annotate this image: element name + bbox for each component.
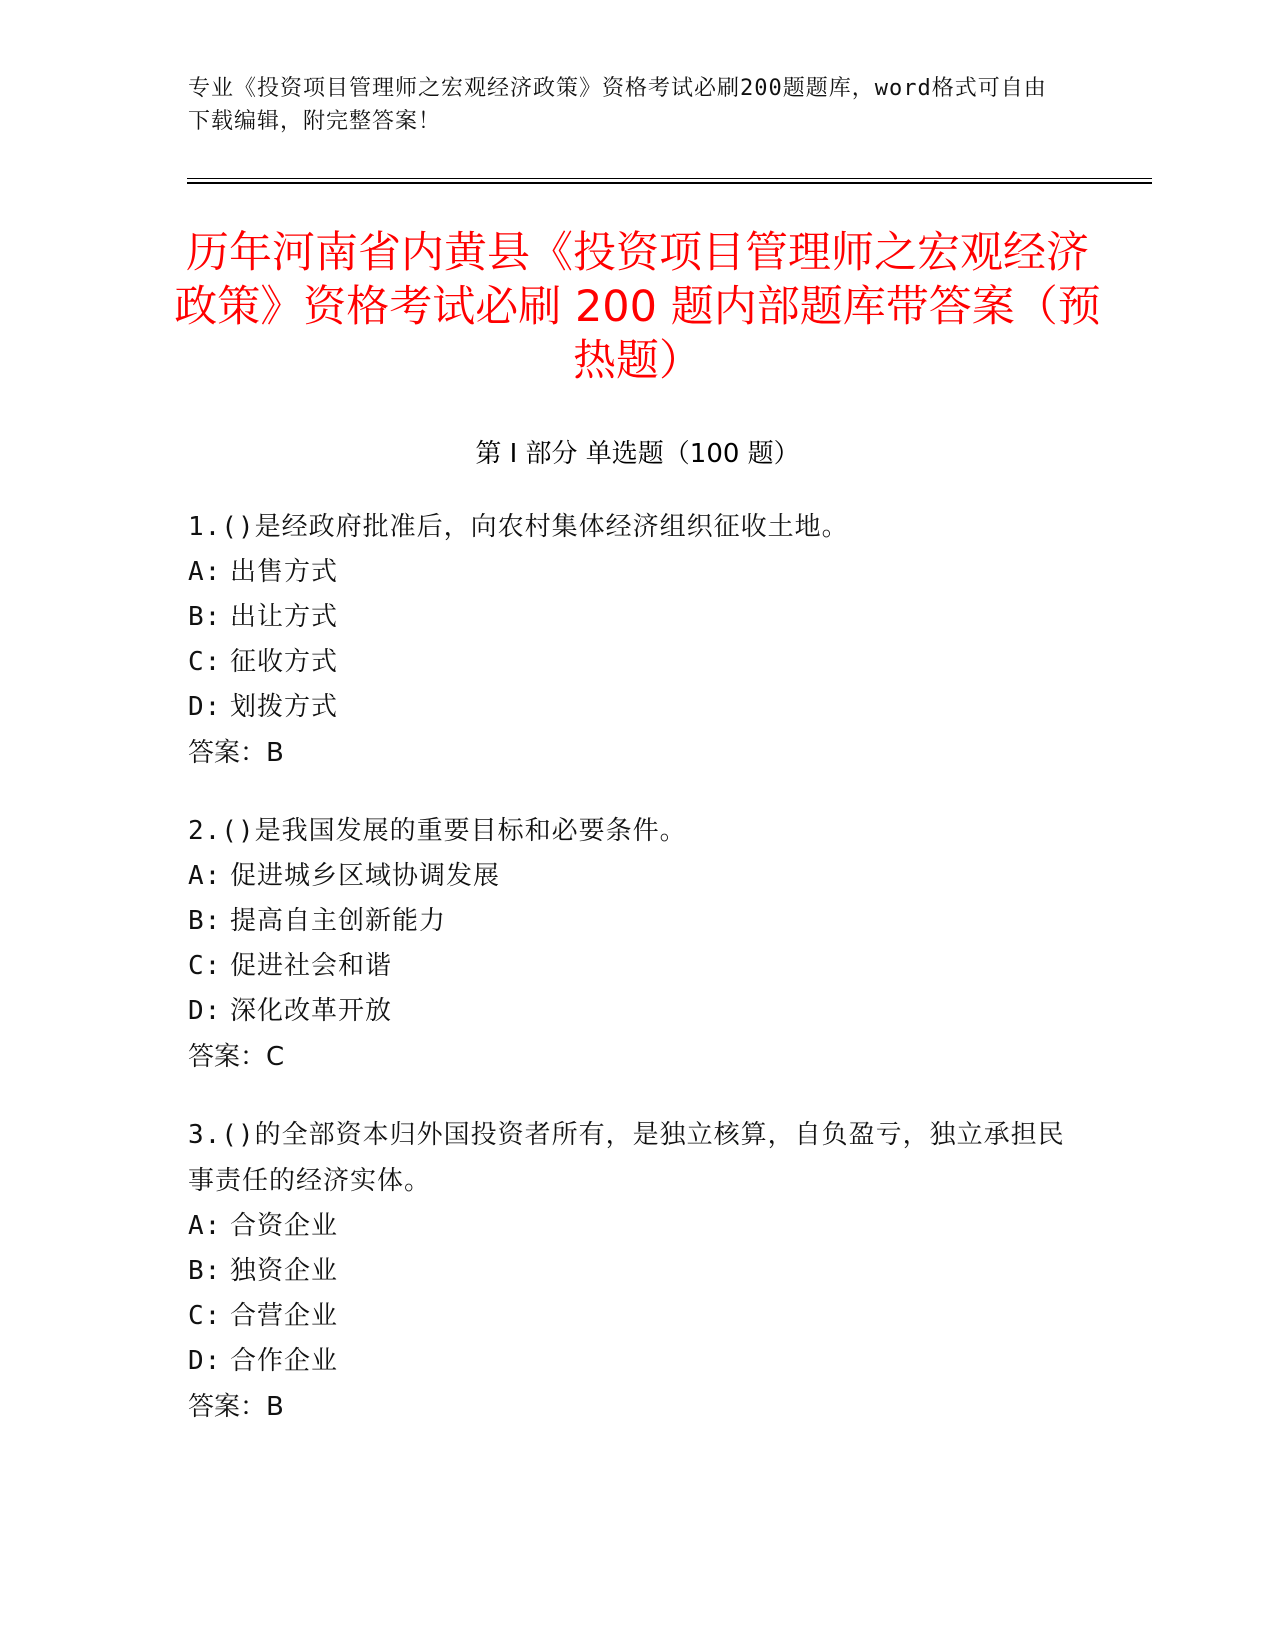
option-c [188, 1294, 1068, 1339]
option-c [188, 944, 1068, 989]
option-a [188, 1204, 1068, 1249]
option-letter: C: [188, 1301, 222, 1331]
option-d [188, 1339, 1068, 1384]
option-d [188, 685, 1068, 730]
option-letter: B: [188, 602, 222, 632]
option-b [188, 595, 1068, 640]
option-text: 合作企业 [230, 1346, 339, 1376]
option-b [188, 1249, 1068, 1294]
option-letter: A: [188, 1211, 222, 1241]
question-1 [188, 504, 1068, 776]
question-3 [188, 1112, 1068, 1430]
option-text: 促进社会和谐 [230, 951, 393, 981]
option-letter: C: [188, 951, 222, 981]
header-divider-thin [187, 178, 1152, 179]
document-title: 历年河南省内黄县《投资项目管理师之宏观经济政策》资格考试必刷 200 题内部题库带答案（预热题） [174, 228, 1101, 386]
option-a [188, 854, 1068, 899]
option-letter: C: [188, 647, 222, 677]
option-text: 独资企业 [230, 1256, 339, 1286]
option-text: 出让方式 [230, 602, 339, 632]
option-d [188, 989, 1068, 1034]
option-text: 划拨方式 [230, 692, 339, 722]
option-a [188, 550, 1068, 595]
option-letter: D: [188, 1346, 222, 1376]
option-text: 出售方式 [230, 557, 339, 587]
answer: 答案：B [188, 738, 284, 768]
option-text: 深化改革开放 [230, 996, 393, 1026]
option-text: 合营企业 [230, 1301, 339, 1331]
answer: 答案：B [188, 1392, 284, 1422]
header-note: 专业《投资项目管理师之宏观经济政策》资格考试必刷200题题库，word格式可自由下载编辑，附完整答案！ [188, 76, 1047, 134]
option-letter: D: [188, 996, 222, 1026]
question-2 [188, 808, 1068, 1080]
question-stem: 3.()的全部资本归外国投资者所有，是独立核算，自负盈亏，独立承担民事责任的经济实体。 [188, 1120, 1065, 1196]
section-heading: 第 I 部分 单选题（100 题） [475, 439, 800, 469]
option-text: 促进城乡区域协调发展 [230, 861, 501, 891]
option-text: 征收方式 [230, 647, 339, 677]
question-stem: 1.()是经政府批准后，向农村集体经济组织征收土地。 [188, 512, 849, 542]
option-text: 提高自主创新能力 [230, 906, 447, 936]
option-b [188, 899, 1068, 944]
option-letter: A: [188, 557, 222, 587]
option-c [188, 640, 1068, 685]
answer: 答案：C [188, 1042, 285, 1072]
option-letter: A: [188, 861, 222, 891]
option-text: 合资企业 [230, 1211, 339, 1241]
option-letter: B: [188, 1256, 222, 1286]
option-letter: B: [188, 906, 222, 936]
question-stem: 2.()是我国发展的重要目标和必要条件。 [188, 816, 687, 846]
option-letter: D: [188, 692, 222, 722]
header-divider-thick [187, 182, 1152, 184]
